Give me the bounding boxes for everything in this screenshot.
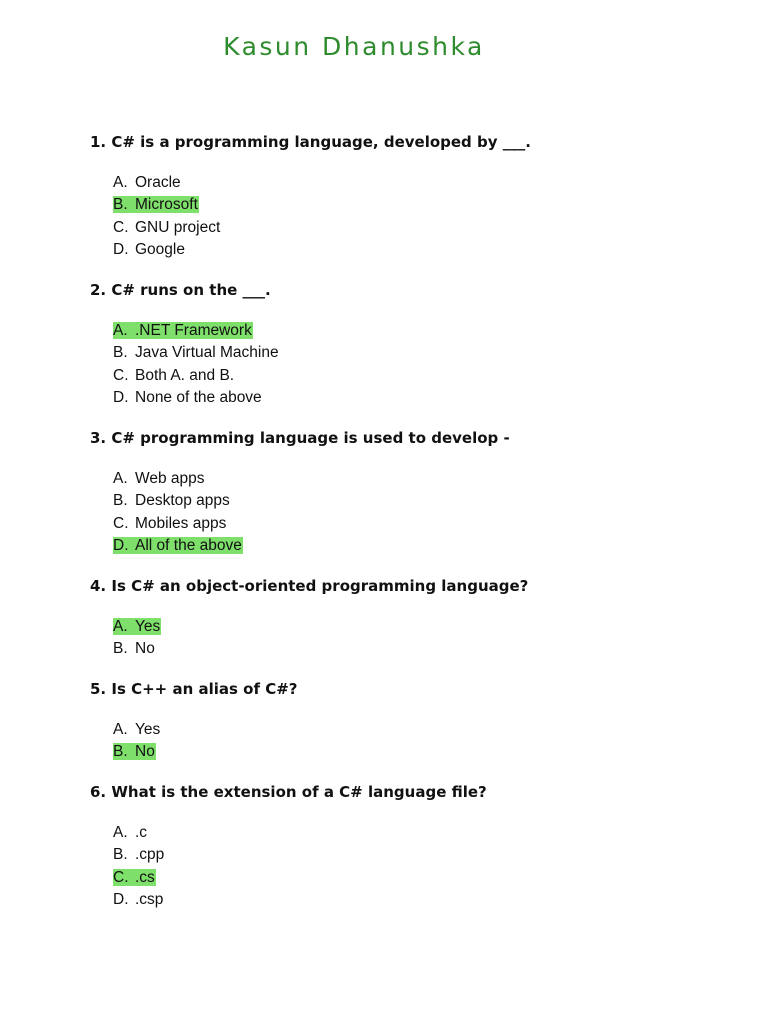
option-6a-content (113, 824, 148, 841)
option-letter: B. (113, 640, 128, 658)
option-2b (113, 342, 280, 364)
option-text: No (135, 640, 155, 658)
option-6c-content (113, 869, 156, 886)
question-1: 1. C# is a programming language, developed by ___. (90, 133, 531, 151)
option-5b (113, 741, 161, 763)
option-6b (113, 844, 165, 866)
option-4b (113, 638, 161, 660)
option-text: GNU project (135, 218, 221, 236)
option-6b-content (113, 846, 165, 863)
option-letter: D. (113, 240, 129, 258)
question-3: 3. C# programming language is used to develop - (90, 429, 510, 447)
question-2-options (113, 320, 280, 409)
option-2b-content (113, 344, 280, 361)
option-text: Google (135, 240, 185, 258)
option-text: Desktop apps (135, 492, 230, 510)
option-letter: A. (113, 721, 128, 738)
question-1-options (113, 172, 221, 261)
option-6d (113, 889, 165, 911)
option-6a (113, 822, 165, 844)
option-letter: B. (113, 344, 128, 362)
option-letter: B. (113, 743, 128, 761)
option-2c-content (113, 367, 235, 384)
option-letter: A. (113, 470, 128, 487)
option-letter: B. (113, 846, 128, 864)
option-text: Mobiles apps (135, 514, 227, 532)
option-6d-content (113, 891, 164, 908)
option-letter: D. (113, 536, 129, 554)
option-letter: B. (113, 196, 128, 214)
option-text: .cs (135, 868, 155, 886)
option-1a-content (113, 174, 182, 191)
option-text: .cpp (135, 846, 165, 864)
option-1c-content (113, 219, 221, 236)
question-4: 4. Is C# an object-oriented programming language? (90, 577, 529, 595)
option-letter: C. (113, 218, 129, 236)
option-text: .NET Framework (135, 322, 252, 339)
question-6-options (113, 822, 165, 911)
option-2a-content (113, 322, 253, 339)
option-letter: A. (113, 618, 128, 635)
option-2a (113, 320, 280, 342)
option-1c (113, 217, 221, 239)
option-text: Oracle (135, 174, 181, 191)
option-3a (113, 468, 243, 490)
option-4a (113, 616, 161, 638)
option-letter: A. (113, 824, 128, 841)
option-3b-content (113, 492, 231, 509)
option-1d (113, 239, 221, 261)
option-5a-content (113, 721, 161, 738)
option-text: None of the above (135, 388, 262, 406)
option-5b-content (113, 743, 156, 760)
option-text: .csp (135, 890, 164, 908)
option-text: Both A. and B. (135, 366, 235, 384)
option-letter: A. (113, 322, 128, 339)
option-letter: A. (113, 174, 128, 191)
option-1b (113, 194, 221, 216)
option-4b-content (113, 640, 156, 657)
option-2c (113, 365, 280, 387)
option-3d (113, 535, 243, 557)
option-3c-content (113, 515, 227, 532)
option-letter: D. (113, 890, 129, 908)
option-4a-content (113, 618, 161, 635)
option-letter: C. (113, 868, 129, 886)
option-1b-content (113, 196, 199, 213)
option-text: .c (135, 824, 148, 841)
option-3a-content (113, 470, 206, 487)
option-text: Java Virtual Machine (135, 344, 279, 362)
question-2: 2. C# runs on the ___. (90, 281, 271, 299)
option-text: Yes (135, 721, 161, 738)
option-2d-content (113, 389, 263, 406)
question-4-options (113, 616, 161, 661)
question-5-options (113, 719, 161, 764)
option-text: Microsoft (135, 196, 198, 214)
option-2d (113, 387, 280, 409)
option-letter: C. (113, 366, 129, 384)
option-3c (113, 513, 243, 535)
question-6: 6. What is the extension of a C# language file? (90, 783, 487, 801)
option-text: Web apps (135, 470, 205, 487)
option-letter: C. (113, 514, 129, 532)
option-letter: B. (113, 492, 128, 510)
option-1a (113, 172, 221, 194)
page-title: Kasun Dhanushka (223, 32, 485, 61)
option-3b (113, 490, 243, 512)
question-5: 5. Is C++ an alias of C#? (90, 680, 298, 698)
option-3d-content (113, 537, 243, 554)
option-text: All of the above (135, 536, 242, 554)
option-text: No (135, 743, 155, 761)
option-text: Yes (135, 618, 161, 635)
option-5a (113, 719, 161, 741)
question-3-options (113, 468, 243, 557)
option-1d-content (113, 241, 186, 258)
option-letter: D. (113, 388, 129, 406)
option-6c (113, 867, 165, 889)
